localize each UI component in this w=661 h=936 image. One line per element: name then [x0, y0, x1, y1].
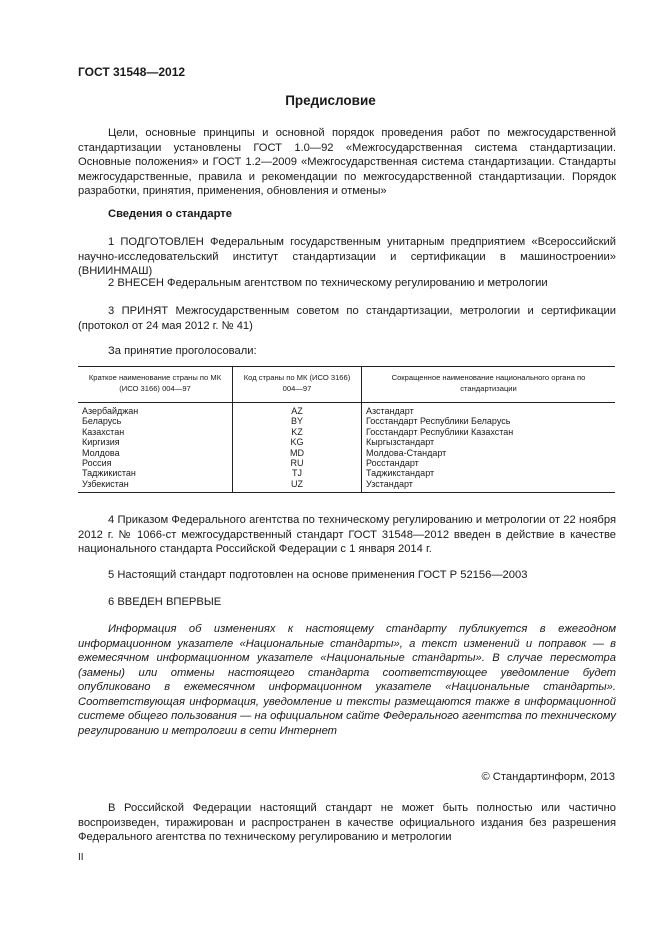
table-row: [78, 479, 615, 493]
country-cell: Киргизия: [82, 437, 120, 448]
table-row: [78, 468, 615, 478]
code-cell: TJ: [233, 468, 362, 478]
item-4-paragraph: 4 Приказом Федерального агентства по техническому регулированию и метрологии от 22 ноября 2012 г. № 1066-ст межгосударственный стандарт ГОСТ 31548—2012 введен в действие в качестве национального стандарта Российской Федерации с 1 января 2014 г.: [78, 514, 616, 555]
item-3-paragraph: 3 ПРИНЯТ Межгосударственным советом по стандартизации, метрологии и сертификации (протокол от 24 мая 2012 г. № 41): [78, 305, 616, 332]
table-row: [78, 427, 615, 437]
section-title: Сведения о стандарте: [108, 208, 232, 220]
item-1-paragraph: 1 ПОДГОТОВЛЕН Федеральным государственным унитарным предприятием «Всероссийский научно-исследовательский институт стандартизации и сертификации в машиностроении» (ВНИИНМАШ): [78, 236, 616, 277]
page-title: Предисловие: [285, 93, 376, 108]
table-row: [78, 448, 615, 458]
code-cell: KG: [233, 437, 362, 447]
country-cell: Беларусь: [82, 416, 122, 427]
item-2-paragraph: 2 ВНЕСЕН Федеральным агентством по техническому регулированию и метрологии: [108, 277, 548, 289]
info-note-italic: Информация об изменениях к настоящему стандарту публикуется в ежегодном информационном указателе «Национальные стандарты», а текст изменений и поправок — в ежемесячном информационном указателе «Национальные стандарты». В случае пересмотра (замены) или отмены настоящего стандарта соответствующее уведомление будет опубликовано в ежемесячном информационном указателе «Национальные стандарты». Соответствующая информация, уведомление и тексты размещаются также в информационной системе общего пользования — на официальном сайте Федерального агентства по техническому регулированию и метрологии в сети Интернет: [78, 623, 616, 737]
body-cell: Узстандарт: [362, 479, 616, 493]
item-5-paragraph: 5 Настоящий стандарт подготовлен на основе применения ГОСТ Р 52156—2003: [108, 569, 528, 581]
copyright: © Стандартинформ, 2013: [481, 771, 615, 783]
country-cell: Молдова: [82, 447, 120, 458]
country-cell: Казахстан: [82, 426, 125, 437]
body-cell: Росстандарт: [362, 458, 616, 468]
body-cell: Таджикстандарт: [362, 468, 616, 478]
code-cell: BY: [233, 416, 362, 426]
code-cell: UZ: [233, 479, 362, 493]
code-cell: KZ: [233, 427, 362, 437]
column-header-code: Код страны по МК (ИСО 3166) 004—97: [233, 367, 362, 403]
body-cell: Кыргызстандарт: [362, 437, 616, 447]
table-header-row: [78, 367, 615, 403]
body-cell: Азстандарт: [362, 403, 616, 417]
country-cell: Таджикистан: [82, 468, 136, 479]
code-cell: AZ: [233, 403, 362, 417]
column-header-standards-body: Сокращенное наименование национального органа по стандартизации: [362, 367, 616, 403]
item-6-paragraph: 6 ВВЕДЕН ВПЕРВЫЕ: [108, 596, 222, 608]
table-row: [78, 458, 615, 468]
body-cell: Госстандарт Республики Беларусь: [362, 416, 616, 426]
column-header-country: Краткое наименование страны по МК (ИСО 3166) 004—97: [78, 367, 233, 403]
body-cell: Госстандарт Республики Казахстан: [362, 427, 616, 437]
body-cell: Молдова-Стандарт: [362, 448, 616, 458]
country-cell: Россия: [82, 458, 112, 469]
intro-paragraph: Цели, основные принципы и основной порядок проведения работ по межгосударственной стандартизации установлены ГОСТ 1.0—92 «Межгосударственная система стандартизации. Основные положения» и ГОСТ 1.2—2009 «Межгосударственная система стандартизации. Стандарты межгосударственные, правила и рекомендации по межгосударственной стандартизации. Порядок разработки, принятия, применения, обновления и отмены»: [78, 127, 616, 197]
page-number: II: [78, 852, 84, 863]
table-row: [78, 416, 615, 426]
table-row: [78, 437, 615, 447]
table-row: [78, 403, 615, 417]
document-header: ГОСТ 31548—2012: [78, 65, 186, 79]
voting-table: [78, 366, 615, 493]
legal-notice: В Российской Федерации настоящий стандарт не может быть полностью или частично воспроизведен, тиражирован и распространен в качестве официального издания без разрешения Федерального агентства по техническому регулированию и метрологии: [78, 802, 616, 843]
vote-label: За принятие проголосовали:: [108, 345, 257, 357]
country-cell: Азербайджан: [82, 406, 139, 416]
code-cell: MD: [233, 448, 362, 458]
country-cell: Узбекистан: [78, 479, 233, 493]
code-cell: RU: [233, 458, 362, 468]
